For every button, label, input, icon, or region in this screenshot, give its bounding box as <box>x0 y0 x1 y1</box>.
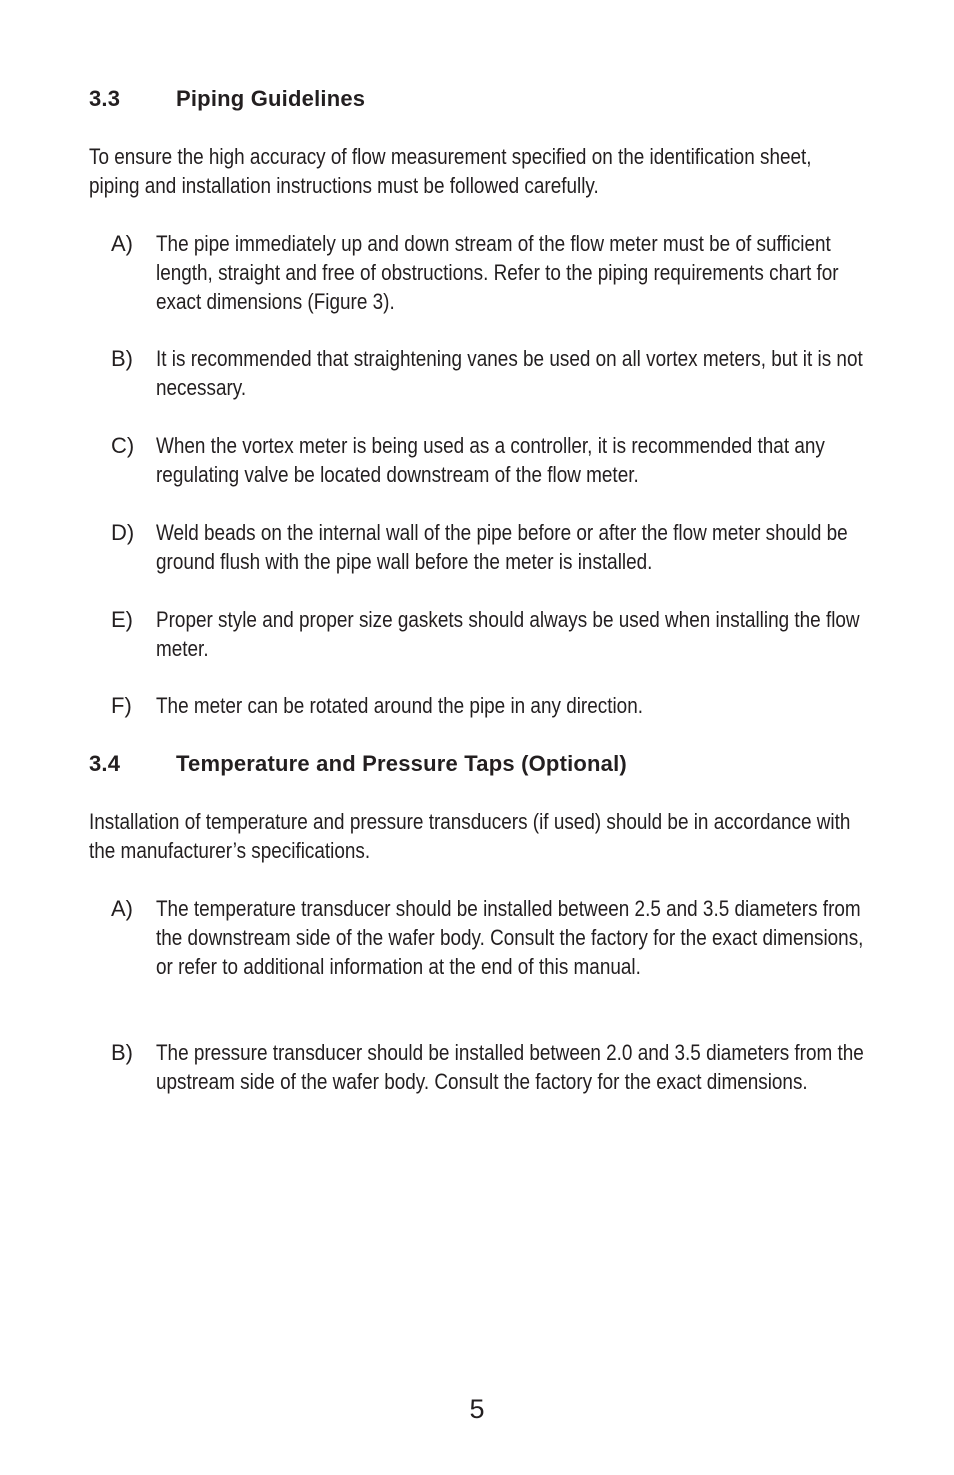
list-item-letter: E) <box>111 607 133 632</box>
section-heading-3-3 <box>89 86 365 112</box>
list-item-letter: B) <box>111 346 133 371</box>
list-item-text: It is recommended that straightening vanes be used on all vortex meters, but it is not necessary. <box>156 346 863 400</box>
intro-paragraph-3-3 <box>89 142 869 200</box>
list-item-letter: A) <box>111 231 133 256</box>
list-item-letter: C) <box>111 433 135 458</box>
section-number: 3.3 <box>89 86 121 111</box>
section-title: Temperature and Pressure Taps (Optional) <box>176 751 627 776</box>
list-item-text: When the vortex meter is being used as a controller, it is recommended that any regulating valve be located downstream of the flow meter. <box>156 433 825 487</box>
paragraph-text: To ensure the high accuracy of flow measurement specified on the identification sheet, piping and installation instructions must be followed carefully. <box>89 144 812 198</box>
list-item-text: The meter can be rotated around the pipe in any direction. <box>156 693 643 718</box>
list-item-text: The pressure transducer should be installed between 2.0 and 3.5 diameters from the upstream side of the wafer body. Consult the factory for the exact dimensions. <box>156 1040 864 1094</box>
section-number: 3.4 <box>89 751 121 776</box>
list-item-text: Proper style and proper size gaskets should always be used when installing the flow meter. <box>156 607 860 661</box>
intro-paragraph-3-4 <box>89 807 869 865</box>
paragraph-text: Installation of temperature and pressure transducers (if used) should be in accordance with the manufacturer’s specifications. <box>89 809 851 863</box>
list-item-letter: F) <box>111 693 132 718</box>
list-item-text: Weld beads on the internal wall of the pipe before or after the flow meter should be ground flush with the pipe wall before the meter is installed. <box>156 520 848 574</box>
section-title: Piping Guidelines <box>176 86 366 111</box>
list-item-text: The pipe immediately up and down stream of the flow meter must be of sufficient length, straight and free of obstructions. Refer to the piping requirements chart for exact dimensions (Figure 3). <box>156 231 839 314</box>
list-item-letter: D) <box>111 520 135 545</box>
list-item-text: The temperature transducer should be installed between 2.5 and 3.5 diameters from the downstream side of the wafer body. Consult the factory for the exact dimensions, or refer to additional information at the end of this manual. <box>156 896 864 979</box>
list-item-letter: A) <box>111 896 133 921</box>
section-heading-3-4 <box>89 751 627 777</box>
list-item-letter: B) <box>111 1040 133 1065</box>
page-number: 5 <box>469 1394 485 1424</box>
